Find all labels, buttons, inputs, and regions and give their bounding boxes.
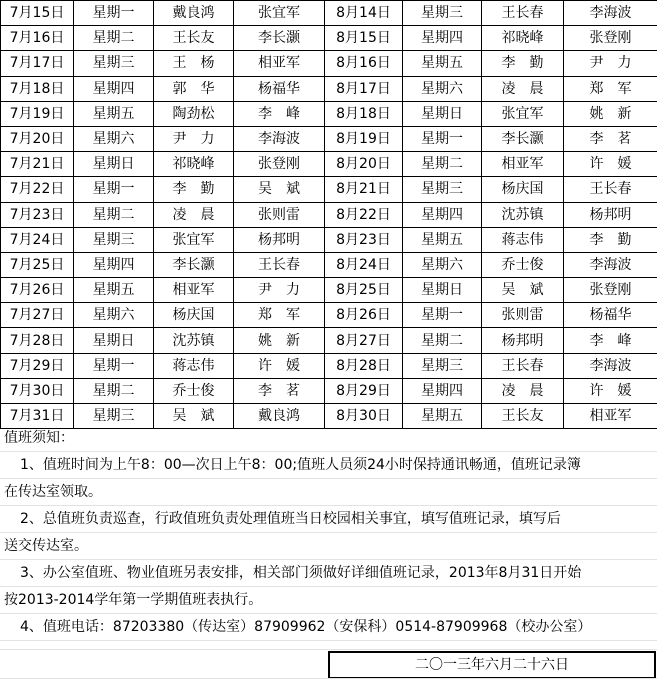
duty-person-cell: 郑 军: [234, 303, 325, 328]
note-item-3-line-2: 按2013-2014学年第一学期值班表执行。: [0, 587, 657, 614]
duty-person-cell: 尹 力: [154, 126, 234, 151]
weekday-cell: 星期六: [403, 76, 482, 101]
duty-person-cell: 李 勤: [564, 227, 657, 252]
date-cell: 7月31日: [1, 404, 74, 429]
duty-notes: [0, 425, 657, 641]
duty-person-cell: 蒋志伟: [482, 227, 564, 252]
weekday-cell: 星期五: [74, 101, 154, 126]
duty-person-cell: 李 茗: [234, 378, 325, 403]
duty-person-cell: 张宜军: [234, 1, 325, 26]
duty-person-cell: 郭 华: [154, 76, 234, 101]
duty-person-cell: 姚 新: [564, 101, 657, 126]
weekday-cell: 星期五: [403, 404, 482, 429]
date-cell: 7月23日: [1, 202, 74, 227]
weekday-cell: 星期五: [403, 227, 482, 252]
schedule-row: [1, 303, 657, 328]
duty-person-cell: 李长灏: [234, 26, 325, 51]
date-cell: 7月15日: [1, 1, 74, 26]
duty-person-cell: 李 勤: [482, 51, 564, 76]
duty-person-cell: 凌 晨: [482, 378, 564, 403]
date-cell: 8月14日: [325, 1, 403, 26]
schedule-row: [1, 152, 657, 177]
duty-person-cell: 吴 斌: [482, 278, 564, 303]
schedule-row: [1, 126, 657, 151]
duty-person-cell: 祁晓峰: [154, 152, 234, 177]
date-cell: 7月27日: [1, 303, 74, 328]
weekday-cell: 星期三: [74, 51, 154, 76]
duty-person-cell: 尹 力: [234, 278, 325, 303]
duty-person-cell: 张则雷: [482, 303, 564, 328]
duty-person-cell: 王长春: [482, 353, 564, 378]
duty-person-cell: 凌 晨: [154, 202, 234, 227]
duty-person-cell: 王长春: [564, 177, 657, 202]
notes-title: 值班须知：: [0, 425, 657, 452]
weekday-cell: 星期一: [74, 1, 154, 26]
date-cell: 8月25日: [325, 278, 403, 303]
note-item-1-line-2: 在传达室领取。: [0, 479, 657, 506]
weekday-cell: 星期日: [403, 278, 482, 303]
date-cell: 8月30日: [325, 404, 403, 429]
duty-person-cell: 张登刚: [564, 26, 657, 51]
date-cell: 8月18日: [325, 101, 403, 126]
weekday-cell: 星期四: [403, 202, 482, 227]
weekday-cell: 星期四: [74, 252, 154, 277]
weekday-cell: 星期四: [403, 26, 482, 51]
note-item-4: 4、值班电话：87203380（传达室）87909962（安保科）0514-87909968（校办公室）: [0, 614, 657, 641]
duty-person-cell: 许 媛: [234, 353, 325, 378]
duty-person-cell: 姚 新: [234, 328, 325, 353]
weekday-cell: 星期六: [403, 252, 482, 277]
duty-person-cell: 李 峰: [564, 328, 657, 353]
duty-person-cell: 郑 军: [564, 76, 657, 101]
schedule-row: [1, 177, 657, 202]
note-item-2-line-2: 送交传达室。: [0, 533, 657, 560]
duty-person-cell: 杨邦明: [482, 328, 564, 353]
duty-person-cell: 吴 斌: [234, 177, 325, 202]
weekday-cell: 星期一: [403, 126, 482, 151]
date-cell: 7月29日: [1, 353, 74, 378]
duty-person-cell: 沈苏镇: [482, 202, 564, 227]
schedule-row: [1, 278, 657, 303]
duty-person-cell: 祁晓峰: [482, 26, 564, 51]
duty-person-cell: 杨庆国: [482, 177, 564, 202]
weekday-cell: 星期二: [74, 26, 154, 51]
weekday-cell: 星期日: [74, 328, 154, 353]
date-cell: 7月28日: [1, 328, 74, 353]
weekday-cell: 星期六: [74, 126, 154, 151]
weekday-cell: 星期六: [74, 303, 154, 328]
schedule-row: [1, 202, 657, 227]
date-cell: 7月18日: [1, 76, 74, 101]
schedule-row: [1, 101, 657, 126]
duty-person-cell: 王长春: [482, 1, 564, 26]
date-cell: 8月21日: [325, 177, 403, 202]
weekday-cell: 星期一: [403, 303, 482, 328]
date-cell: 8月16日: [325, 51, 403, 76]
duty-person-cell: 李海波: [564, 1, 657, 26]
duty-person-cell: 尹 力: [564, 51, 657, 76]
duty-person-cell: 杨庆国: [154, 303, 234, 328]
duty-person-cell: 戴良鸿: [154, 1, 234, 26]
weekday-cell: 星期四: [74, 76, 154, 101]
duty-person-cell: 相亚军: [234, 51, 325, 76]
duty-person-cell: 吴 斌: [154, 404, 234, 429]
date-cell: 7月19日: [1, 101, 74, 126]
date-cell: 8月19日: [325, 126, 403, 151]
date-cell: 7月30日: [1, 378, 74, 403]
duty-person-cell: 李 勤: [154, 177, 234, 202]
duty-person-cell: 李 茗: [564, 126, 657, 151]
weekday-cell: 星期二: [403, 328, 482, 353]
duty-person-cell: 杨邦明: [234, 227, 325, 252]
duty-person-cell: 李 峰: [234, 101, 325, 126]
date-cell: 8月23日: [325, 227, 403, 252]
date-cell: 7月16日: [1, 26, 74, 51]
duty-person-cell: 凌 晨: [482, 76, 564, 101]
duty-person-cell: 杨福华: [564, 303, 657, 328]
date-cell: 8月22日: [325, 202, 403, 227]
weekday-cell: 星期四: [403, 378, 482, 403]
duty-person-cell: 张则雷: [234, 202, 325, 227]
duty-person-cell: 杨福华: [234, 76, 325, 101]
duty-person-cell: 蒋志伟: [154, 353, 234, 378]
schedule-row: [1, 353, 657, 378]
duty-person-cell: 相亚军: [564, 404, 657, 429]
duty-person-cell: 张登刚: [564, 278, 657, 303]
date-cell: 7月22日: [1, 177, 74, 202]
weekday-cell: 星期三: [403, 177, 482, 202]
duty-person-cell: 戴良鸿: [234, 404, 325, 429]
weekday-cell: 星期五: [403, 51, 482, 76]
date-cell: 8月28日: [325, 353, 403, 378]
duty-person-cell: 李长灏: [154, 252, 234, 277]
schedule-row: [1, 26, 657, 51]
weekday-cell: 星期一: [74, 177, 154, 202]
weekday-cell: 星期三: [74, 404, 154, 429]
duty-person-cell: 王长友: [482, 404, 564, 429]
blank-row: [0, 623, 657, 650]
date-cell: 7月21日: [1, 152, 74, 177]
date-cell: 7月26日: [1, 278, 74, 303]
date-cell: 8月27日: [325, 328, 403, 353]
schedule-row: [1, 252, 657, 277]
duty-person-cell: 乔士俊: [154, 378, 234, 403]
duty-person-cell: 张宜军: [482, 101, 564, 126]
date-cell: 8月26日: [325, 303, 403, 328]
date-cell: 7月17日: [1, 51, 74, 76]
date-cell: 8月15日: [325, 26, 403, 51]
schedule-row: [1, 378, 657, 403]
date-cell: 8月20日: [325, 152, 403, 177]
weekday-cell: 星期二: [403, 152, 482, 177]
duty-person-cell: 陶劲松: [154, 101, 234, 126]
weekday-cell: 星期一: [74, 353, 154, 378]
duty-person-cell: 许 媛: [564, 378, 657, 403]
duty-person-cell: 相亚军: [154, 278, 234, 303]
date-cell: 8月24日: [325, 252, 403, 277]
weekday-cell: 星期五: [74, 278, 154, 303]
weekday-cell: 星期日: [74, 152, 154, 177]
schedule-row: [1, 1, 657, 26]
duty-person-cell: 李海波: [564, 353, 657, 378]
duty-person-cell: 王长友: [154, 26, 234, 51]
schedule-row: [1, 328, 657, 353]
weekday-cell: 星期二: [74, 378, 154, 403]
weekday-cell: 星期三: [74, 227, 154, 252]
date-cell: 8月17日: [325, 76, 403, 101]
duty-person-cell: 李海波: [234, 126, 325, 151]
duty-person-cell: 王长春: [234, 252, 325, 277]
schedule-body: [1, 1, 657, 429]
duty-person-cell: 张宜军: [154, 227, 234, 252]
weekday-cell: 星期二: [74, 202, 154, 227]
date-cell: 8月29日: [325, 378, 403, 403]
note-item-1-line-1: 1、值班时间为上午8：00—次日上午8：00;值班人员须24小时保持通讯畅通，值班记录簿: [0, 452, 657, 479]
schedule-row: [1, 76, 657, 101]
duty-person-cell: 张登刚: [234, 152, 325, 177]
schedule-row: [1, 51, 657, 76]
duty-person-cell: 李海波: [564, 252, 657, 277]
duty-person-cell: 许 媛: [564, 152, 657, 177]
date-cell: 7月25日: [1, 252, 74, 277]
duty-person-cell: 乔士俊: [482, 252, 564, 277]
duty-person-cell: 相亚军: [482, 152, 564, 177]
weekday-cell: 星期三: [403, 1, 482, 26]
note-item-2-line-1: 2、总值班负责巡查，行政值班负责处理值班当日校园相关事宜，填写值班记录，填写后: [0, 506, 657, 533]
duty-person-cell: 沈苏镇: [154, 328, 234, 353]
duty-person-cell: 李长灏: [482, 126, 564, 151]
weekday-cell: 星期日: [403, 101, 482, 126]
duty-person-cell: 杨邦明: [564, 202, 657, 227]
date-cell: 7月20日: [1, 126, 74, 151]
issue-date: 二〇一三年六月二十六日: [328, 651, 656, 679]
note-item-3-line-1: 3、办公室值班、物业值班另表安排，相关部门须做好详细值班记录，2013年8月31日开始: [0, 560, 657, 587]
duty-person-cell: 王 杨: [154, 51, 234, 76]
weekday-cell: 星期三: [403, 353, 482, 378]
schedule-row: [1, 227, 657, 252]
date-cell: 7月24日: [1, 227, 74, 252]
